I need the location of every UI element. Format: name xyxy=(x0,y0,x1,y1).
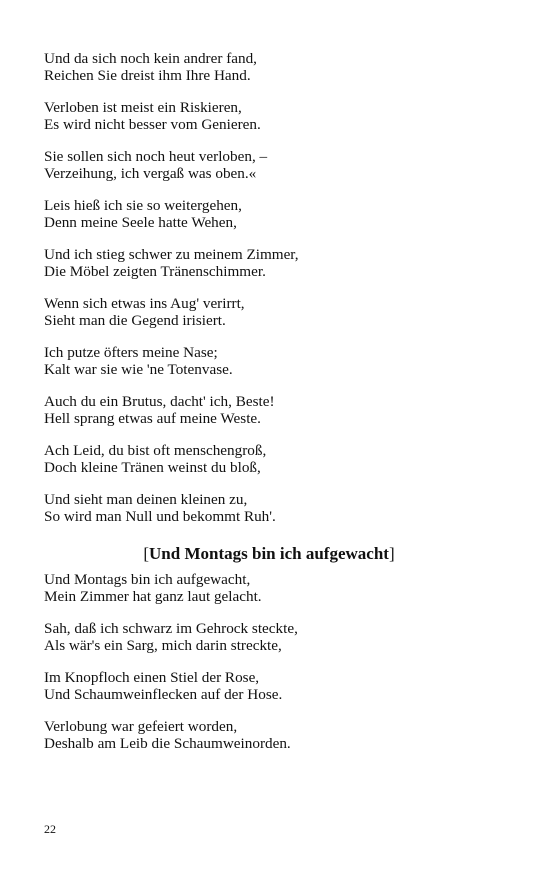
verse-line: Doch kleine Tränen weinst du bloß, xyxy=(44,459,261,476)
verse-line: Und da sich noch kein andrer fand, xyxy=(44,50,257,67)
verse-line: Verlobung war gefeiert worden, xyxy=(44,718,238,735)
verse-line: Verloben ist meist ein Riskieren, xyxy=(44,99,242,116)
verse-line: Und sieht man deinen kleinen zu, xyxy=(44,491,248,508)
stanza xyxy=(44,50,514,84)
verse-line: Verzeihung, ich vergaß was oben.« xyxy=(44,165,257,182)
verse-line: Auch du ein Brutus, dacht' ich, Beste! xyxy=(44,393,275,410)
verse-line: Denn meine Seele hatte Wehen, xyxy=(44,214,237,231)
stanza xyxy=(44,571,514,605)
page-number: 22 xyxy=(44,822,56,836)
heading-title: Und Montags bin ich aufgewacht xyxy=(149,544,389,563)
verse-line: So wird man Null und bekommt Ruh'. xyxy=(44,508,276,525)
verse-line: Reichen Sie dreist ihm Ihre Hand. xyxy=(44,67,251,84)
verse-line: Sieht man die Gegend irisiert. xyxy=(44,312,226,329)
verse-line: Im Knopfloch einen Stiel der Rose, xyxy=(44,669,260,686)
verse-line: Leis hieß ich sie so weitergehen, xyxy=(44,197,242,214)
verse-line: Ach Leid, du bist oft menschengroß, xyxy=(44,442,267,459)
verse-line: Sie sollen sich noch heut verloben, – xyxy=(44,148,268,165)
verse-line: Kalt war sie wie 'ne Totenvase. xyxy=(44,361,233,378)
verse-line: Mein Zimmer hat ganz laut gelacht. xyxy=(44,588,262,605)
verse-line: Als wär's ein Sarg, mich darin streckte, xyxy=(44,637,282,654)
verse-line: Und Schaumweinflecken auf der Hose. xyxy=(44,686,283,703)
poem-page xyxy=(44,50,514,767)
heading-close-bracket: ] xyxy=(388,544,395,563)
stanza xyxy=(44,442,514,476)
stanza xyxy=(44,669,514,703)
stanza xyxy=(44,295,514,329)
stanza xyxy=(44,197,514,231)
verse-line: Die Möbel zeigten Tränenschimmer. xyxy=(44,263,266,280)
stanza xyxy=(44,246,514,280)
verse-line: Ich putze öfters meine Nase; xyxy=(44,344,218,361)
poem-heading xyxy=(44,543,494,565)
stanza xyxy=(44,344,514,378)
poem-section-top xyxy=(44,50,514,525)
verse-line: Sah, daß ich schwarz im Gehrock steckte, xyxy=(44,620,298,637)
verse-line: Es wird nicht besser vom Genieren. xyxy=(44,116,261,133)
verse-line: Deshalb am Leib die Schaumweinorden. xyxy=(44,735,291,752)
poem-section-bottom xyxy=(44,571,514,752)
stanza xyxy=(44,99,514,133)
verse-line: Hell sprang etwas auf meine Weste. xyxy=(44,410,261,427)
heading-open-bracket: [ xyxy=(143,544,150,563)
stanza xyxy=(44,620,514,654)
stanza xyxy=(44,148,514,182)
stanza xyxy=(44,491,514,525)
verse-line: Und ich stieg schwer zu meinem Zimmer, xyxy=(44,246,299,263)
stanza xyxy=(44,393,514,427)
stanza xyxy=(44,718,514,752)
verse-line: Wenn sich etwas ins Aug' verirrt, xyxy=(44,295,245,312)
verse-line: Und Montags bin ich aufgewacht, xyxy=(44,571,251,588)
